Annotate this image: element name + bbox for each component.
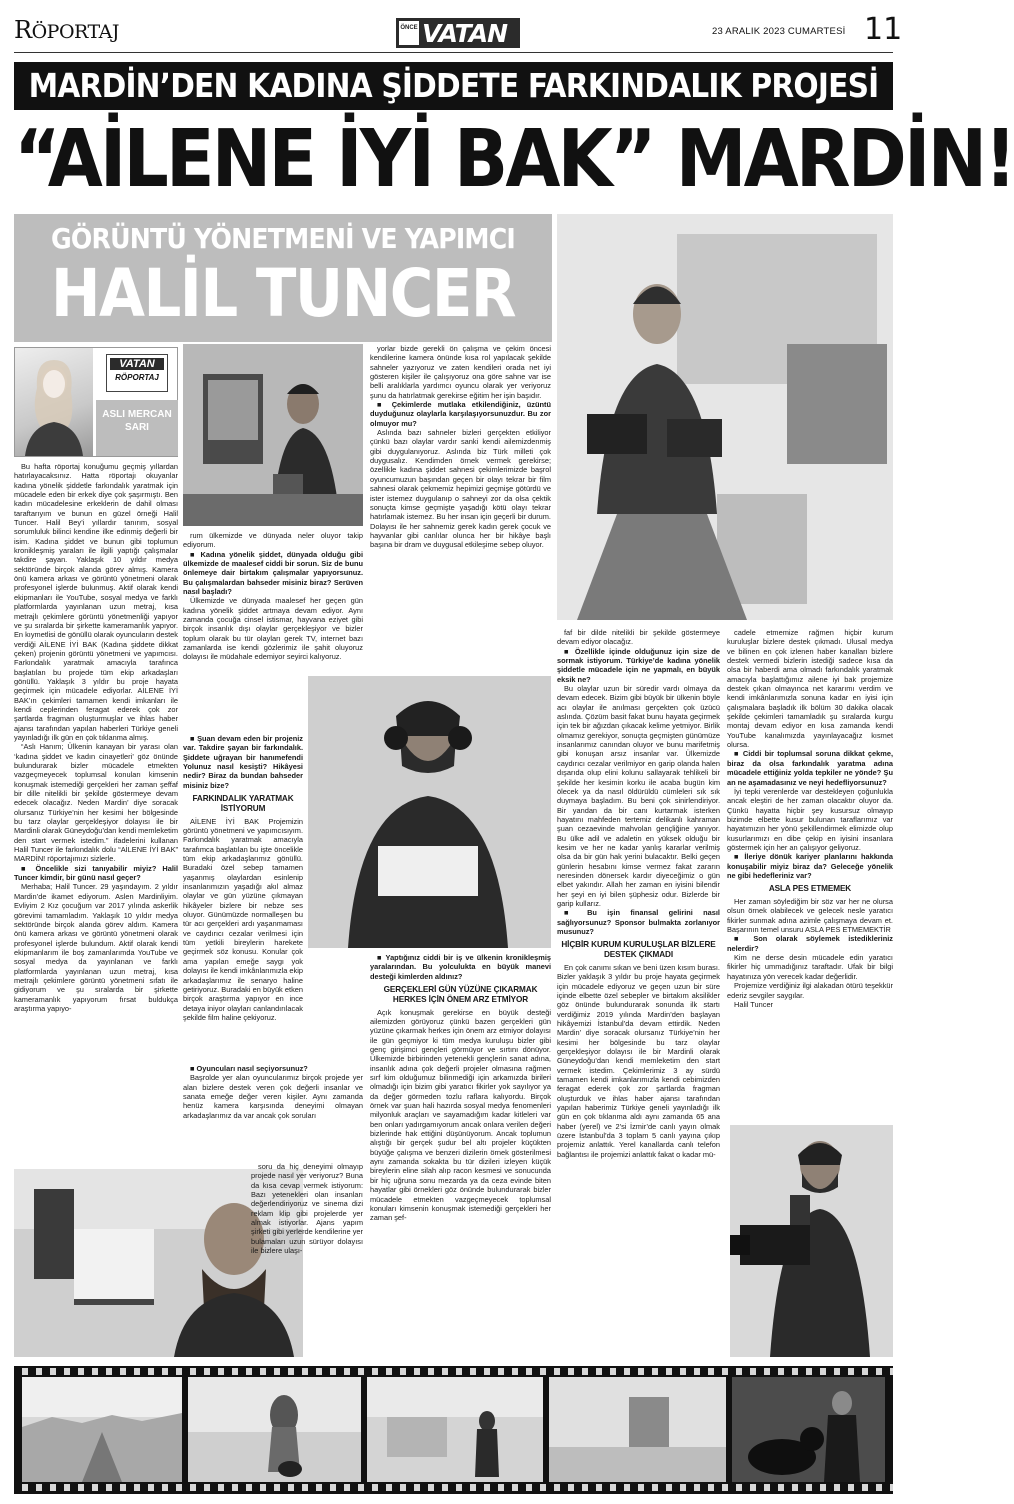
question-11: ■ Son olarak söylemek istedikleriniz nelerdir? (727, 934, 893, 953)
question-8: ■ Bu işin finansal gelirini nasıl sağlıyorsunuz? Sponsor bulmakta zorlanıyor musunuz? (557, 908, 720, 936)
header-divider (14, 52, 893, 53)
question-9: ■ Ciddi bir toplumsal soruna dikkat çekme, biraz da olsa farkındalık yaratma adına mücadele ettiğiniz yolda tepkiler ne yönde? Şu an ne aşamadasınız ve neyi hedefliyorsunuz? (727, 749, 893, 787)
answer-5: Aslında bazı sahneler bizleri gerçekten etkiliyor çünkü bazı olaylar vardır sanki kendi ailemizdenmiş gibi duygulanıyoruz. Aslında biz Türk milleti çok duygusalız. Kendimden örnek vermek gerekirse; özellikle kadına şiddet sahnesi çekimlerimizde başrol oyuncumuzun başından geçen bir olayı tekrar bir film sahnesi olarak çekmemiz hepimizi geçmişe götürdü ve ister istemez duygulanıp o sahneyi zor da olsa çektik sonuçta kimse geçmişte yaşadığı kötü olayı tekrar hatırlamak istemez. Bu her insan için geçerli bir durum. Dolayısı ile her sahnemiz gerek kadın gerek çocuk ve hayvanlar gibi canlılar olunca her bir hikâye başlı başına bir dram ve duygusal etkileşime sebep oluyor. (370, 428, 551, 550)
section-label-text: ÖPORTAJ (31, 21, 119, 43)
photo-videographer (730, 1125, 893, 1357)
question-10: ■ İleriye dönük kariyer planlarını hakkında konuşabilir miyiz biraz da? Geleceğe yönelik ne gibi hedefleriniz var? (727, 852, 893, 880)
photo-editing-studio (183, 344, 363, 526)
answer-7: Bu olaylar uzun bir süredir vardı olmaya da devam edecek. Bizim gibi büyük bir ülkenin böyle acı olaylar ile anılması gerçekten çok üzücü aslında. Çözüm basit fakat bunu hayata geçirmek için tek bir ağızdan çıkacak kelime yetmiyor. Birlik olmamız gerekiyor, sonuçta geçmişten günümüze insanlarımız canından oluyor ve bunu marifetmiş gibi konuşan arsız insanlar var. Ülkemizde caydırıcı cezalar verilmiyor en garip olanda halen dışarıda olup elini kolunu sallayarak tehlikeli bir şekilde her kesimin korku ile acaba bugün kim ölecek ya da nasıl öldürüldü cümleleri sık sık duymaya başladım. Bu beni çok sinirlendiriyor. Bir yandan da bir canı kurtarmak isterken hayatını mahfeden tertemiz delikanlı kahraman şuan cezaevinde mahvolan gençliğine yanıyor. Bu ülke adil ve adaletin en yüksek olduğu bir kesim ve her ne kadar yanlış kararlar verilmiş olsa da bir gün hak yerini bulacaktır. Belki geçen günlerin hesabını kimse vermez fakat zararın neresinden dönersek kardır diyeceğimiz o gün elbet yakındır. Allah her zaman en iyisini bilendir her şeyi en iyi bilen şüphesiz odur. Bizlerde bir garip kullarız. (557, 684, 720, 908)
masthead-name: VATAN (422, 18, 507, 48)
signature: Halil Tuncer (734, 999, 774, 1009)
film-frame-doorway (549, 1377, 726, 1482)
answer-4: Başrolde yer alan oyuncularımız birçok projede yer alan bizlere destek veren çok değerli insanlar ve sanata emeğe değer veren kişiler. Aynı zamanda henüz kamera karşısında deneyimi olmayan arkadaşlarımız da var ancak çok soruları (183, 1073, 363, 1120)
film-frame-street (367, 1377, 543, 1482)
subheading-2: GERÇEKLERİ GÜN YÜZÜNE ÇIKARMAK HERKES İÇİN ÖNEM ARZ ETMİYOR (383, 985, 538, 1004)
section-label-initial: R (14, 16, 32, 44)
answer-3: AİLENE İYİ BAK Projemizin görüntü yönetmeni ve yapımcısıyım. Farkındalık yaratmak amacıyla tarafımca başlatılan bu işte öncelikle tüm ekip arkadaşlarımız gönüllü. Buradaki özel sebep tamamen yaşanmış olaylardan esinlenip insanlarımızın yaşadığı akıl almaz olaylar ve gün yüzüne çıkmayan hikâyeler bizlere bir nebze ses oluyor. Günümüzde normalleşen bu tür acı gerçekleri ardı yaşanmaması ve caydırıcı cezalar verilmesi için tüm yetkili bireylerin harekete geçirmek söz konusu. Konular çok ama yapılan emeğe saygı yok dolayısı ile kendi imkânlarımızla ekip arkadaşlarımız ile senaryo haline getiriyoruz. Buradaki en büyük etken birçok araştırma yapıyor en ince detaya iniyor olayları canlandırılacak şekilde film haline çekiyoruz. (183, 816, 303, 1022)
interview-badge (106, 354, 168, 392)
answer-11-closing: Projemize verdiğiniz ilgi alakadan ötürü teşekkür ederiz sevgiler saygılar. (727, 981, 893, 1000)
photo-reading-script (308, 676, 551, 948)
answer-11: Kim ne derse desin mücadele edin yaratıcı fikirler hiç ummadığınız taraftadır. Ufak bir bilgi hayatınıza yön verecek kadar değerlidir. (727, 953, 893, 981)
kicker-headline: MARDİN’DEN KADINA ŞİDDETE FARKINDALIK PROJESİ (14, 62, 893, 110)
answer-4-end: yorlar bizde gerekli ön çalışma ve çekim öncesi kendilerine kamera önünde kısa rol yapılacak şekilde sahneler yazıyoruz ve zaten kendileri orada net iyi gösteren kişiler ile çalışıyoruz ona göre sahne var ise belli aralıklarla yardımcı oyuncu olarak yer veriyoruz şunu da hatırlatmak gerekirse eğitim her işin başıdır. (370, 344, 551, 400)
subheading-1: FARKINDALIK YARATMAK İSTİYORUM (192, 794, 294, 813)
question-2: ■ Kadına yönelik şiddet, dünyada olduğu gibi ülkemizde de maalesef ciddi bir sorun. Siz de bunu önlemeye dair birtakım çalışmalar yapıyorsunuz. Bu çalışmalardan bahseder misiniz biraz? Serüven nasıl başladı? (183, 549, 363, 597)
column-1 (14, 462, 178, 1013)
film-frame-walking-figure (188, 1377, 361, 1482)
photo-cameras-portrait (557, 214, 893, 620)
badge-label: RÖPORTAJ (115, 373, 159, 382)
author-photo (15, 348, 93, 456)
issue-date: 23 ARALIK 2023 CUMARTESİ (712, 26, 846, 37)
answer-6: Açık konuşmak gerekirse en büyük desteği ailemizden görüyoruz çünkü bazen gerçekleri gün yüzüne çıkarmak herkes için önem arz etmiyor dolayısı ile gün geçmiyor ki tüm medya kuruluşu bizler gibi genç girişimci gençleri görmüyor ve sırtını dönüyor. Ülkemizde birbirinden yetenekli gençlerin sanat adına, insanlık adına çok değerli projeler olmasına rağmen sırf kim olduğumuz bilinmediği için arkamızda birileri olmadığı için bizim gibi yaratıcı fikirler yok sayılıyor ya da değer görmeden tozlu raflara kalıyordu. Birçok örnek var şuan hali hazırda sosyal medya fenomenleri milyonluk araçları ve sayamadığım kadar kitleleri var ben onları yadırgamıyorum ancak onlara verilen değeri bizlerinde hak ettiğini düşünüyorum. Ancak toplumun alıştığı bir gerçek şudur bel altı projeler küçükten büyüğe çalışma ve benzeri dizilerin örnek gösterilmesi aynı zamanda sokakta bu tür dizileri izleyen küçük bireylerin eline silah alıp racon kesmesi ve sonucunda bir hiç uğruna sonu mezarda ya da ceza evinde biten hayatlar gibi örnekleri göz önünde bulundurarak bizler mücadele etmekten vazgeçmeyecek toplumsal konuları kimsenin konuşmak istemediği gerçekleri her zaman şef- (370, 1007, 551, 1223)
answer-8-end: cadele etmemize rağmen hiçbir kurum kuruluşlar bizlere destek çıkmadı. Ulusal medya ve bilinen en çok izlenen haber kanalları bizlere destek vermedi bizlerin istediği sadece kısa da olsa bir haberdi ama olmadı farkındalık yaratmak amacıyla başlattığımız ailene iyi bak projemize destek çıkan olmayınca net kararımı verdim ve kendi imkânlarımızla sonuna kadar en iyisi için çalışmalara başladık ilk bölüm 30 dakika olacak şekilde çekimleri tamamladık şu sıralarda kurgu montaj devam ediyor en kısa zamanda kendi YouTube kanalımızda yayınlayacağız kısmet olursa. (727, 628, 893, 750)
question-5: ■ Çekimlerde mutlaka etkilendiğiniz, üzüntü duyduğunuz olaylarla karşılaşıyorsunuzdur. Bu zor olmuyor mu? (370, 400, 551, 428)
page-number: 11 (864, 12, 903, 47)
column-2b (183, 734, 303, 1022)
section-label (14, 16, 119, 44)
masthead-badge: ÖNCE (399, 21, 419, 45)
answer-8: En çok canımı sıkan ve beni üzen kısım burası. Bizler yaklaşık 3 yıldır bu proje hayata geçirmek için mücadele ediyoruz ve geçen uzun bir süre içinde elbette özel sebepler ve birtakım aksilikler göz önünde bulundurarak sonunda ilk startı verdiğimiz 2019 yılında Mardin’den başlayan hikâyemizi İstanbul’da devam ettirdik. Neden Mardin’ diye soracak olursanız Türkiye’nin her kesimi her bölgesinde bu tarz olaylar gerçekleşiyor dolayısı ile bir Mardinli olarak Güneydoğu’dan kendi memleketim den start vermek istedim. Çekimlerimiz 3 ay sürdü tamamen kendi imkanlarımızla kendi cebimizden feragat ederek çok zor şartlarda fragman oluşturduk ve ihlas haber ajansı tarafından yapılan haberimiz Türkiye geneli yayınladığı ilk gün en çok tıklanma aldı aynı zamanda 65 ana haber (yerel) ve 2’si İzmir’de canlı yayın olmak üzere İstanbul’da 3 toplam 5 canlı yayına çıkıp projemiz anlattık. Yerel kanallarda canlı telefon bağlantısı ile projemizi anlattık fakat o kadar mü- (557, 962, 720, 1159)
answer-6-end: faf bir dilde nitelikli bir şekilde göstermeye devam ediyor olacağız. (557, 628, 720, 647)
intro-paragraph-1: Bu hafta röportaj konuğumu geçmiş yıllardan hatırlayacaksınız. Hatta röportajı okuyanlar kadına yönelik şiddetle farkındalık yaratmak için mücadele eden bir erkek diye çok şaşırmıştı. Ben kadın mücadelesine erkeklerin de dahil olması taraftarıyım ve bunun en güzel örneği Halil Tuncer. Halil Bey’i yıllardır tanırım, sosyal sorumluluk bilinci kendine ilke edinmiş değerli bir isim. Kadına şiddet ve bunun gibi toplumun kronikleşmiş yaraları ile ilgili yaptığı çalışmalar takdire şayan. Yaklaşık 10 yıldır medya sektöründe birçok alanda görev almış. Kamera önü kamera arkası ve görüntü yönetmeni olarak profesyonel işlerde bulunmuş. Aktif olarak kendi ekipmanları ile YouTube, sosyal medya ve farklı platformlarda yayınlanan uzun metraj, kısa metrajlı çekimlere görüntü yönetmenliği yapıyor ve şu sıralarda bir şirkette kameramanlık yapıyor. En kıymetlisi de gönüllü olarak oyuncuların destek verdiği AİLENE İYİ BAK (Kadına şiddete dikkat çeken) projenin görüntü yönetmeni ve yapımcısı. Farkındalık yaratmak amacıyla tarafınca başlatılan bu projede tüm ekip arkadaşları gönüllü. Yaklaşık 3 yıldır bu proje hayata geçirmek için mücadele ediyorlar. AİLENE İYİ BAK’ın çekimleri tamamen kendi imkanları ile kendi ceplerinden feragat ederek çok zor şartlarda fragman oluşturmuşlar ve ihlas haber ajansı tarafından yapılan haberleri Türkiye geneli yayınladığı ilk gün en çok tıklanma almış. (14, 462, 178, 742)
column-2c (183, 1064, 363, 1120)
film-sprockets-bottom (14, 1484, 893, 1491)
question-6: ■ Yaptığınız ciddi bir iş ve ülkenin kronikleşmiş yaralarından. Bu yolculukta en büyük manevi desteği kimlerden aldınız? (370, 953, 551, 981)
intro-paragraph-2: “Aslı Hanım; Ülkenin kanayan bir yarası olan ‘kadına şiddet ve kadın cinayetleri’ göz önünde bulundurarak bizler mücadele etmekten vazgeçmeyecek toplumsal konuları kimsenin konuşmak istemediği gerçekleri her zaman şeffaf bir dille nitelikli bir şekilde göstermeye devam edecek olacağız. Neden Mardin’ diye soracak olursanız Türkiye’nin her kesimi her bölgesinde bu tarz olaylar gerçekleşiyor dolayısı ile bir Mardinli olarak Güneydoğu’dan kendi memleketim den start vermek istedim.” ifadelerini kullanan Halil Tuncer ile farkındalık dolu “AİLENE İYİ BAK” MARDİN! röportajımızı sizlerle. (14, 742, 178, 864)
column-2a (183, 531, 363, 662)
column-3a (370, 344, 551, 550)
question-3: ■ Şuan devam eden bir projeniz var. Takdire şayan bir farkındalık. Şiddete uğrayan bir hanımefendi Yolunuz nasıl kesişti? Hikâyesi nedir? Biraz da bundan bahseder misiniz bize? (183, 734, 303, 790)
subheading-3: HİÇBİR KURUM KURULUŞLAR BİZLERE DESTEK ÇIKMADI (561, 940, 716, 960)
interviewee-role: GÖRÜNTÜ YÖNETMENİ VE YAPIMCI (51, 222, 515, 255)
question-4: ■ Oyuncuları nasıl seçiyorsunuz? (190, 1064, 308, 1073)
answer-2: Ülkemizde ve dünyada maalesef her geçen gün kadına yönelik şiddet artmaya devam ediyor. Aynı zamanda çocuğa cinsel istismar, hayvana eziyet gibi birçok insanlık dışı olaylar gerçekleşiyor ve bizler toplum olarak bu tür olayları gerek TV, internet bazı zamanlarda ise kendi gözlerimiz ile şahit oluyoruz dolayısı ile müdahale edemiyor seyirci kalıyoruz. (183, 596, 363, 662)
column-2d (251, 1162, 363, 1255)
answer-10: Her zaman söylediğim bir söz var her ne olursa olsun örnek olabilecek ve gelecek nesle yaratıcı fikirler sunmak adına azimle çalışmaya devam et. Başarının temel unsuru ASLA PES ETMEMEKTİR (727, 897, 893, 935)
question-1: ■ Öncelikle sizi tanıyabilir miyiz? Halil Tuncer kimdir, bir günü nasıl geçer? (14, 863, 178, 883)
film-frame-person-with-dog (732, 1377, 885, 1482)
author-name (96, 408, 178, 434)
answer-1: Merhaba; Halil Tuncer. 29 yaşındayım. 2 yıldır Mardin’de ikamet ediyorum. Aslen Mardinliyim. Evliyim 2 Kız çocuğum var 2017 yılında askerlik görevimi tamamladım. Yaklaşık 10 yıldır medya sektöründe birçok alanda görev aldım. Kamera önü kamera arkası ve görüntü yönetmeni olarak profesyonel işlerde bulundum. Aktif olarak kendi ekipmanlarım ile boş zamanlarımda YouTube ve sosyal medya da yayınlanan ve farklı platformlarda yayınlanan uzun metraj, kısa metrajlı çekimlere görüntü yönetmeni sıfatı ile gidiyorum ve şu sıralarda bir şirkette kameramanlık yapıyorum fırsat buldukça araştırma yapıyo- (14, 882, 178, 1013)
column-3b (370, 953, 551, 1223)
question-7: ■ Özellikle içinde olduğunuz için size de sormak istiyorum. Türkiye’de kadına yönelik şiddetle mücadele için ne yapmalı, en büyük eksik ne? (557, 646, 720, 684)
film-sprockets-top (14, 1368, 893, 1375)
author-name-line1: ASLI MERCAN (102, 409, 172, 420)
masthead-logo (396, 18, 520, 48)
main-headline: “AİLENE İYİ BAK” MARDİN! (14, 113, 1014, 205)
column-5 (727, 628, 893, 1009)
author-name-line2: SARI (125, 422, 149, 433)
answer-9: İyi tepki verenlerde var destekleyen çoğunlukla ancak eleştiri de her zaman olacaktır oluyor da. Çünkü hayatta hiçbir şey kusursuz olmayıp bizimde elbette kusur bulunan taraflarımız var hayatımızın her yönü şekillendirmek elimizde olup kusurlarımızı en dibe çekip en iyisini insanlara göstermek için her an çalışıyor geliyoruz. (727, 786, 893, 852)
subheading-4: ASLA PES ETMEMEK (768, 884, 852, 894)
answer-4-continued: soru da hiç deneyimi olmayıp projede nasıl yer veriyoruz? Buna da kısa cevap vermek istiyorum: Bazı yetenekleri olan insanları değerlendiriyoruz ve sinema dizi reklam klip gibi projelerde yer almak istiyorlar. Ajans yapım şirketi gibi yerlerde kendilerine yer bulamaları uzun sürüyor dolayısı ile bizlere ulaşı- (251, 1162, 363, 1256)
answer-1-continued: rum ülkemizde ve dünyada neler oluyor takip ediyorum. (183, 531, 363, 550)
column-4 (557, 628, 720, 1159)
interviewee-name: HALİL TUNCER (50, 255, 516, 332)
badge-brand: VATAN (110, 358, 164, 370)
film-frame-cityscape (22, 1377, 182, 1482)
